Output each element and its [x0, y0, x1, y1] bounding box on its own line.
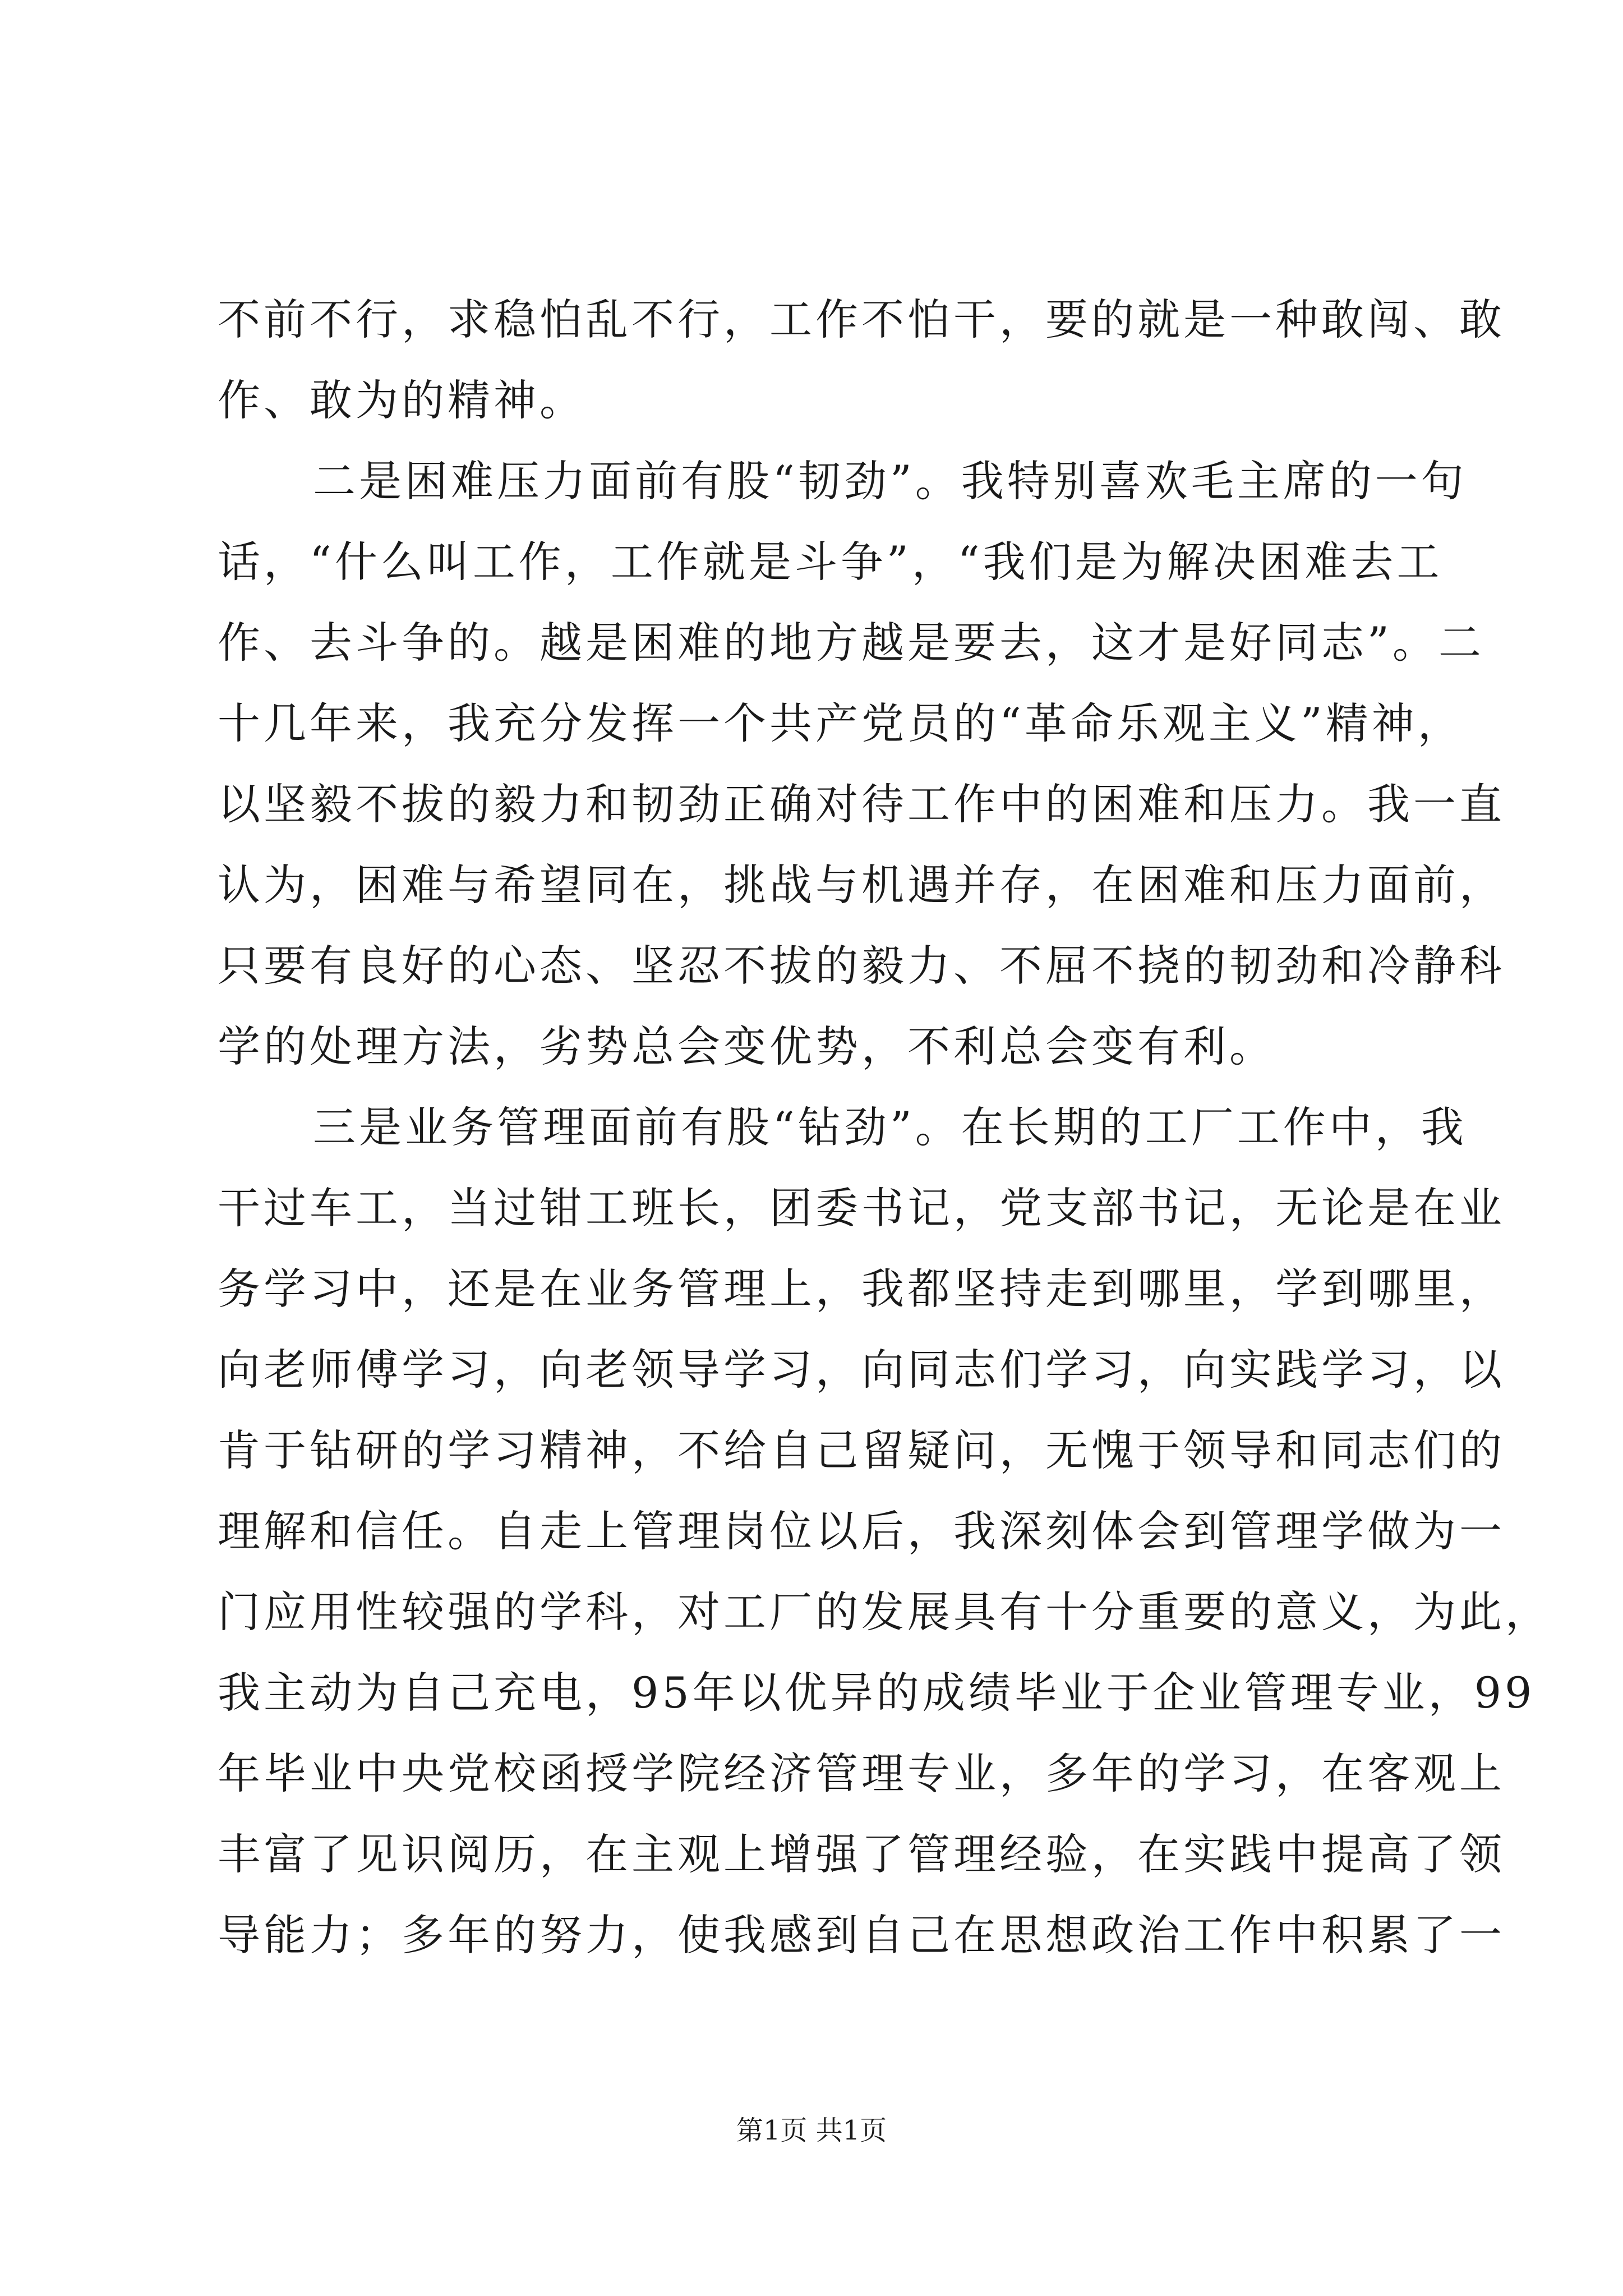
- text-line: 干过车工，当过钳工班长，团委书记，党支部书记，无论是在业: [218, 1183, 1505, 1233]
- text-line: 门应用性较强的学科，对工厂的发展具有十分重要的意义，为此，: [218, 1587, 1551, 1637]
- paragraph-first-line: 三是业务管理面前有股“钻劲”。在长期的工厂工作中，我: [313, 1102, 1467, 1152]
- text-line: 导能力；多年的努力，使我感到自己在思想政治工作中积累了一: [218, 1910, 1505, 1960]
- text-line: 话，“什么叫工作，工作就是斗争”，“我们是为解决困难去工: [218, 537, 1443, 587]
- text-line: 丰富了见识阅历，在主观上增强了管理经验，在实践中提高了领: [218, 1829, 1505, 1879]
- text-line: 理解和信任。自走上管理岗位以后，我深刻体会到管理学做为一: [218, 1506, 1505, 1556]
- text-line: 我主动为自己充电，95年以优异的成绩毕业于企业管理专业，99: [218, 1668, 1536, 1718]
- text-line: 不前不行，求稳怕乱不行，工作不怕干，要的就是一种敢闯、敢: [218, 295, 1505, 344]
- text-line: 年毕业中央党校函授学院经济管理专业，多年的学习，在客观上: [218, 1749, 1505, 1798]
- text-line: 务学习中，还是在业务管理上，我都坚持走到哪里，学到哪里，: [218, 1264, 1505, 1314]
- text-line: 肯于钻研的学习精神，不给自己留疑问，无愧于领导和同志们的: [218, 1425, 1505, 1475]
- text-line: 只要有良好的心态、坚忍不拔的毅力、不屈不挠的韧劲和冷静科: [218, 941, 1505, 991]
- page-number-footer: 第1页 共1页: [736, 2115, 887, 2146]
- text-line: 作、去斗争的。越是困难的地方越是要去，这才是好同志”。二: [218, 618, 1484, 668]
- text-line: 学的处理方法，劣势总会变优势，不利总会变有利。: [218, 1022, 1275, 1071]
- paragraph-first-line: 二是困难压力面前有股“韧劲”。我特别喜欢毛主席的一句: [313, 456, 1467, 506]
- text-line: 作、敢为的精神。: [218, 375, 585, 425]
- text-line: 以坚毅不拔的毅力和韧劲正确对待工作中的困难和压力。我一直: [218, 779, 1505, 829]
- text-line: 十几年来，我充分发挥一个共产党员的“革命乐观主义”精神，: [218, 698, 1464, 748]
- text-line: 认为，困难与希望同在，挑战与机遇并存，在困难和压力面前，: [218, 860, 1505, 910]
- text-line: 向老师傅学习，向老领导学习，向同志们学习，向实践学习，以: [218, 1345, 1505, 1395]
